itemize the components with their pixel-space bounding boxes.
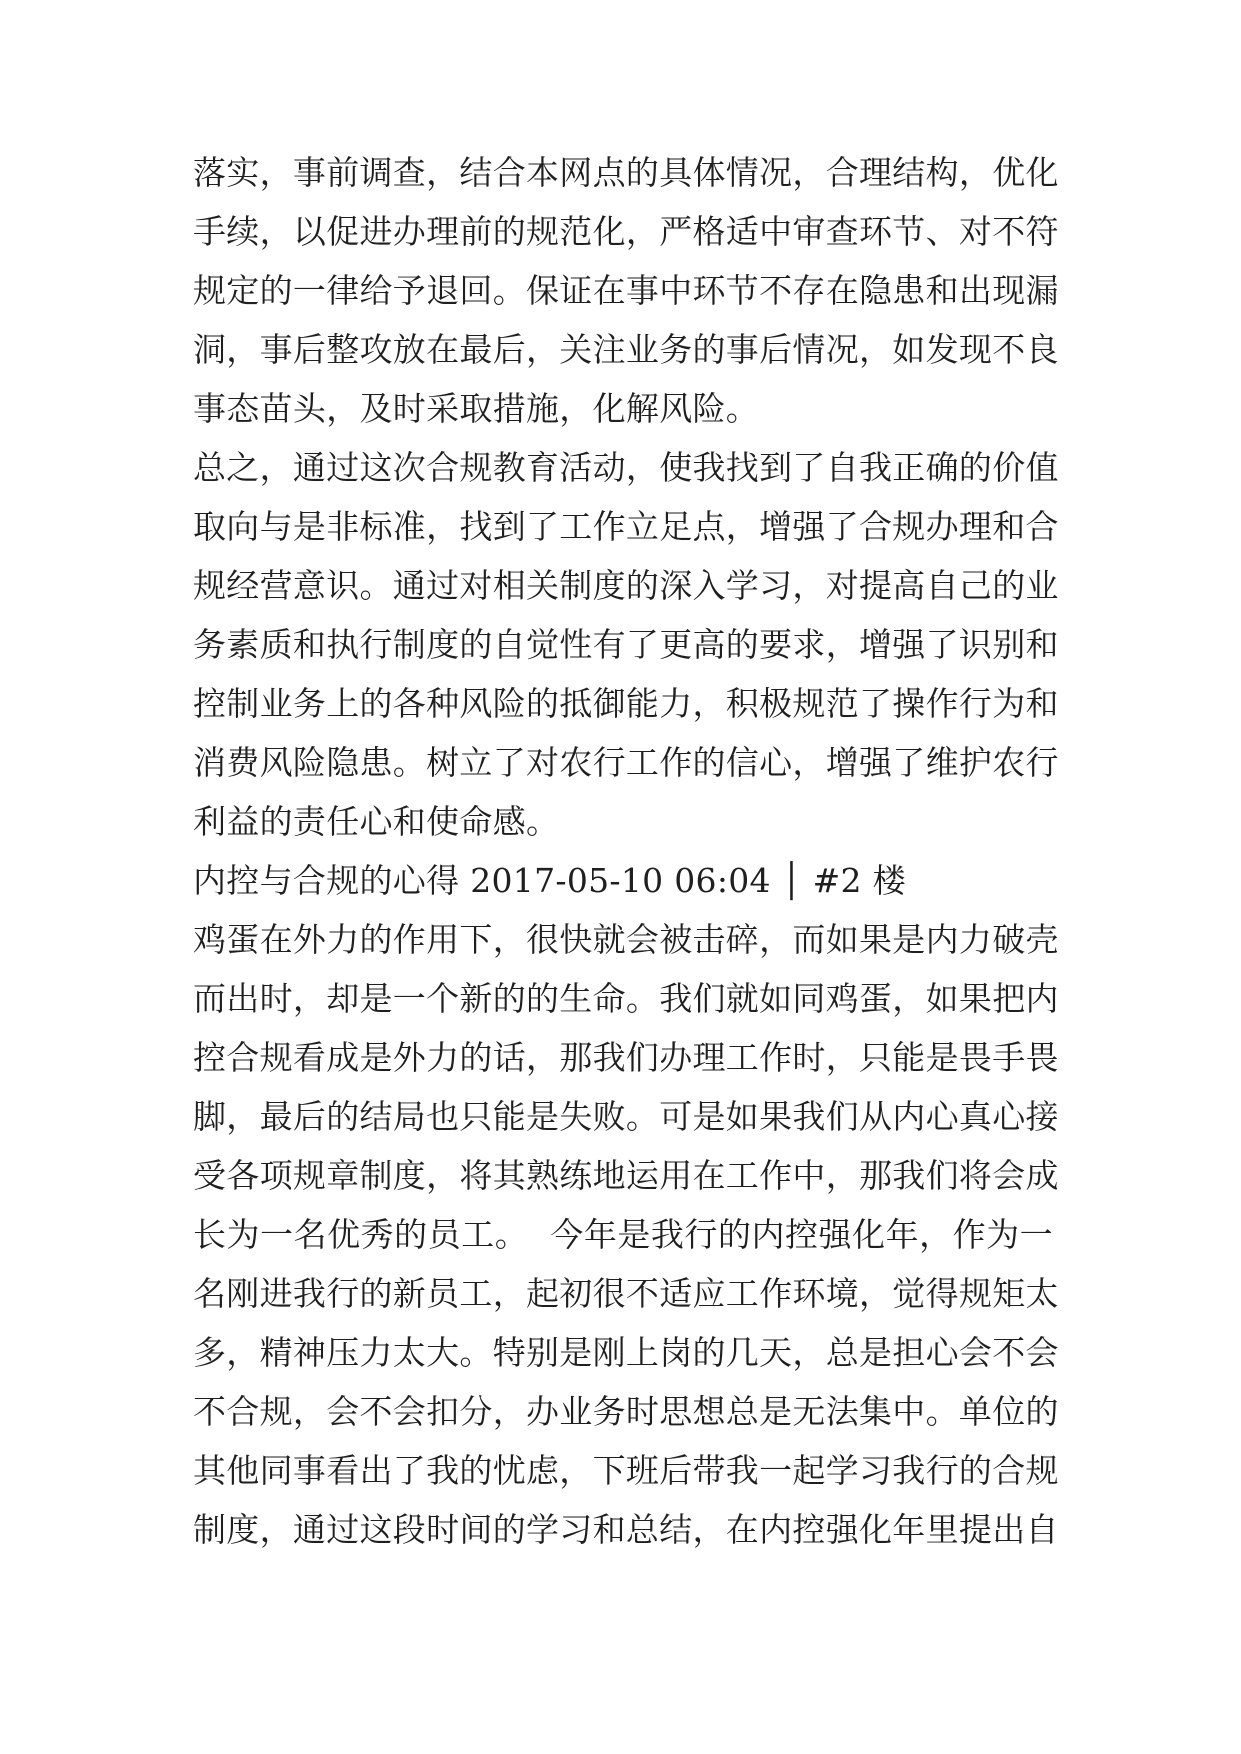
text-line: 取向与是非标准，找到了工作立足点，增强了合规办理和合 <box>193 507 1059 546</box>
text-line: 多，精神压力太大。特别是刚上岗的几天，总是担心会不会 <box>193 1333 1059 1372</box>
text-line: 受各项规章制度，将其熟练地运用在工作中，那我们将会成 <box>193 1156 1059 1195</box>
text-line: 事态苗头，及时采取措施，化解风险。 <box>193 389 760 428</box>
text-line: 鸡蛋在外力的作用下，很快就会被击碎，而如果是内力破壳 <box>193 920 1059 959</box>
text-line: 名刚进我行的新员工，起初很不适应工作环境，觉得规矩太 <box>193 1274 1059 1313</box>
text-line: 控制业务上的各种风险的抵御能力，积极规范了操作行为和 <box>193 684 1059 723</box>
document-page <box>193 143 1059 1559</box>
text-line: 制度，通过这段时间的学习和总结，在内控强化年里提出自 <box>193 1510 1059 1549</box>
text-line: 脚，最后的结局也只能是失败。可是如果我们从内心真心接 <box>193 1097 1059 1136</box>
text-line: 规定的一律给予退回。保证在事中环节不存在隐患和出现漏 <box>193 271 1059 310</box>
text-line: 利益的责任心和使命感。 <box>193 802 560 841</box>
post-heading: 内控与合规的心得 2017-05-10 06:04 │ #2 楼 <box>193 861 906 900</box>
text-line: 不合规，会不会扣分，办业务时思想总是无法集中。单位的 <box>193 1392 1059 1431</box>
text-line: 洞，事后整攻放在最后，关注业务的事后情况，如发现不良 <box>193 330 1059 369</box>
text-line: 而出时，却是一个新的的生命。我们就如同鸡蛋，如果把内 <box>193 979 1059 1018</box>
text-line: 总之，通过这次合规教育活动，使我找到了自我正确的价值 <box>193 448 1059 487</box>
text-line: 规经营意识。通过对相关制度的深入学习，对提高自己的业 <box>193 566 1059 605</box>
text-line: 落实，事前调查，结合本网点的具体情况，合理结构，优化 <box>193 153 1059 192</box>
text-line: 其他同事看出了我的忧虑，下班后带我一起学习我行的合规 <box>193 1451 1059 1490</box>
text-line: 消费风险隐患。树立了对农行工作的信心，增强了维护农行 <box>193 743 1059 782</box>
text-line: 控合规看成是外力的话，那我们办理工作时，只能是畏手畏 <box>193 1038 1059 1077</box>
text-line: 手续，以促进办理前的规范化，严格适中审查环节、对不符 <box>193 212 1059 251</box>
text-line: 长为一名优秀的员工。 今年是我行的内控强化年，作为一 <box>193 1215 1053 1254</box>
text-line: 务素质和执行制度的自觉性有了更高的要求，增强了识别和 <box>193 625 1059 664</box>
